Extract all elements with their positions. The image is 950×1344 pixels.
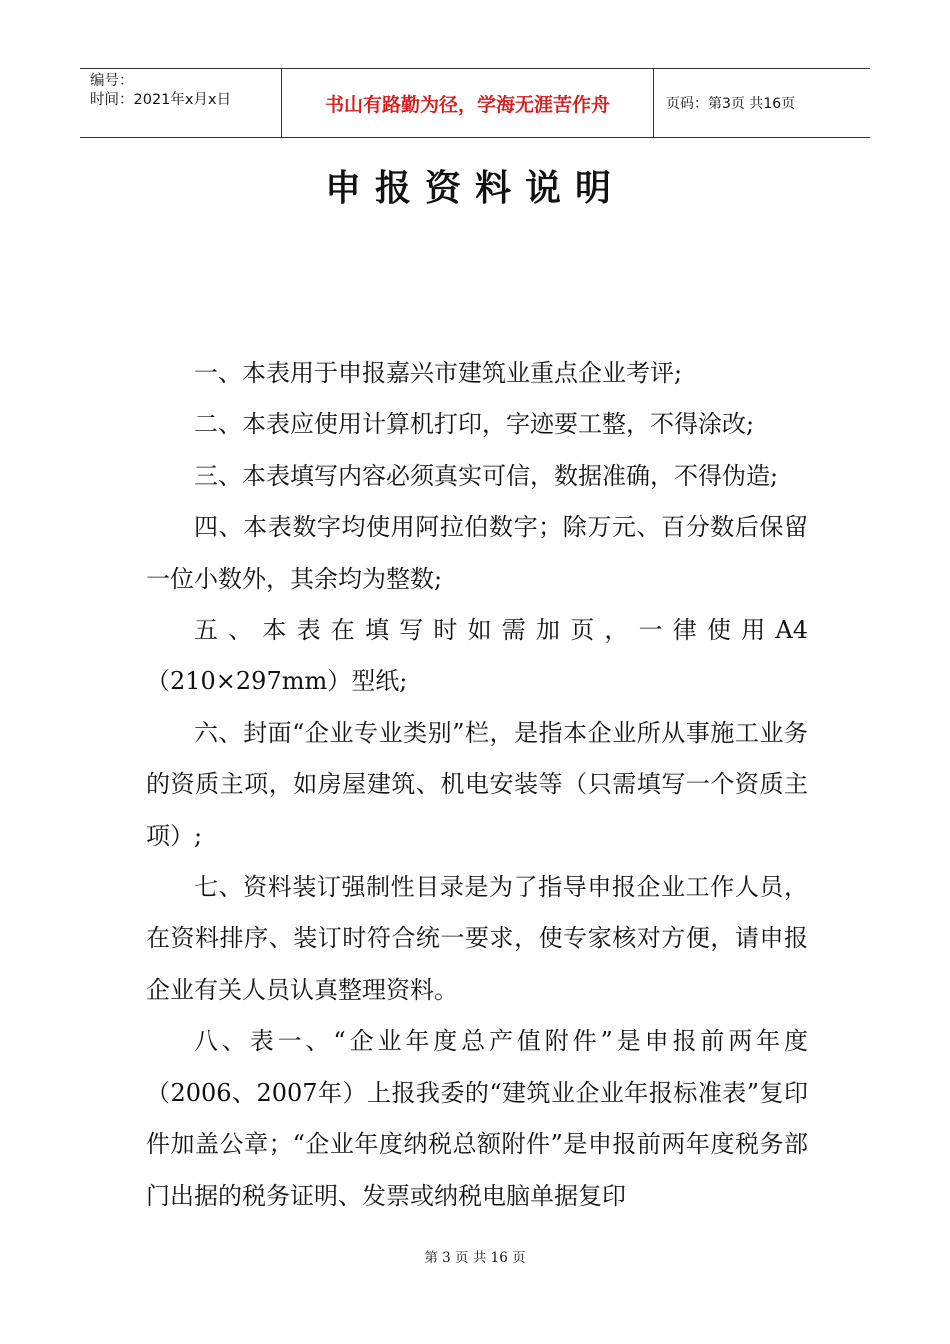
document-header xyxy=(80,68,870,138)
page-footer: 第 3 页 共 16 页 xyxy=(424,1250,526,1266)
header-page-info: 页码：第3页 共16页 xyxy=(666,96,796,112)
paragraph-1: 一、本表用于申报嘉兴市建筑业重点企业考评; xyxy=(194,359,683,387)
paragraph-2: 二、本表应使用计算机打印，字迹要工整，不得涂改; xyxy=(194,410,755,439)
page-title: 申报资料说明 xyxy=(324,168,625,209)
paragraph-4: 四、本表数字均使用阿拉伯数字；除万元、百分数后保留一位小数外，其余均为整数; xyxy=(146,513,808,593)
date-label: 时间：2021年x月x日 xyxy=(90,92,232,108)
number-label: 编号： xyxy=(90,73,134,89)
paragraph-5: 五、本表在填写时如需加页，一律使用A4（210×297mm）型纸; xyxy=(146,616,808,696)
paragraph-6: 六、封面“企业专业类别”栏，是指本企业所从事施工业务的资质主项，如房屋建筑、机电安装等（只需填写一个资质主项）; xyxy=(146,718,808,850)
paragraph-8: 八、表一、“企业年度总产值附件”是申报前两年度（2006、2007年）上报我委的“建筑业企业年报标准表”复印件加盖公章；“企业年度纳税总额附件”是申报前两年度税务部门出据的税务证明、发票或纳税电脑单据复印 xyxy=(146,1027,808,1210)
paragraph-3: 三、本表填写内容必须真实可信，数据准确，不得伪造; xyxy=(194,461,779,490)
header-motto: 书山有路勤为径，学海无涯苦作舟 xyxy=(282,69,654,137)
body-content xyxy=(146,348,808,1222)
header-meta xyxy=(80,69,282,137)
paragraph-7: 七、资料装订强制性目录是为了指导申报企业工作人员，在资料排序、装订时符合统一要求，使专家核对方便，请申报企业有关人员认真整理资料。 xyxy=(146,873,808,1004)
